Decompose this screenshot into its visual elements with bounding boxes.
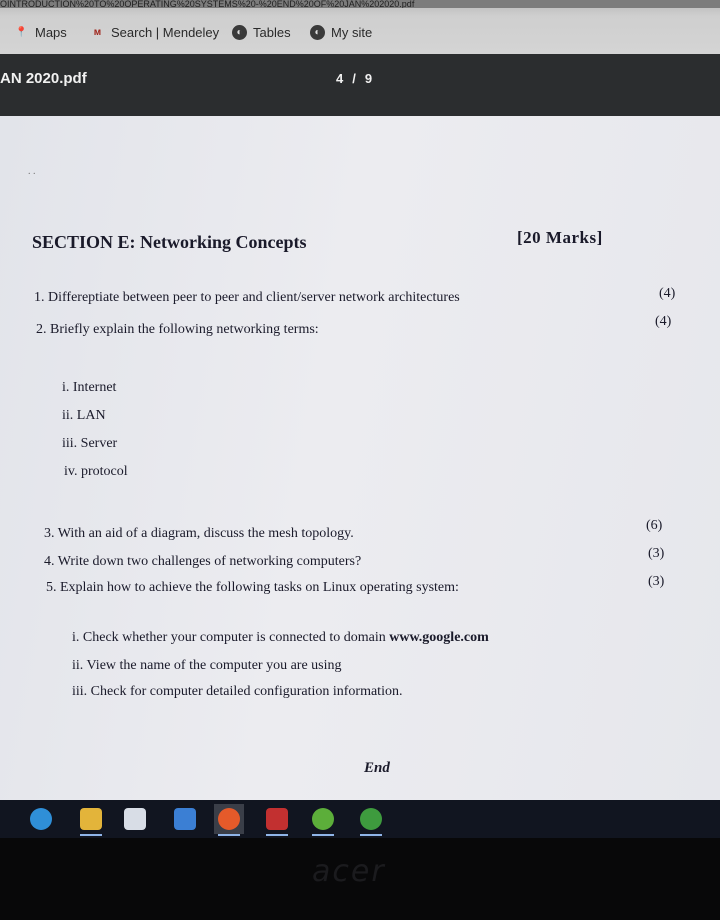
brand-logo: acer — [312, 854, 386, 889]
question-marks: (6) — [646, 518, 663, 533]
pdf-title: AN 2020.pdf — [0, 70, 87, 87]
task-domain: www.google.com — [389, 630, 489, 645]
pdf-page — [0, 116, 720, 800]
question-number: 4. — [44, 554, 55, 569]
question-marks: (4) — [655, 314, 672, 329]
globe-icon: ◐ — [232, 25, 247, 40]
term-text: LAN — [76, 408, 106, 423]
question-3 — [44, 526, 354, 542]
mendeley-icon: ᴍ — [93, 26, 102, 38]
page-total: 9 — [364, 71, 374, 86]
pdf-toolbar — [0, 54, 720, 116]
term-number: iv. — [64, 464, 78, 479]
question-4 — [44, 554, 361, 570]
bookmarks-bar — [0, 0, 720, 54]
monitor-bezel — [0, 838, 720, 920]
section-title: SECTION E: Networking Concepts — [32, 232, 307, 252]
question-marks: (3) — [648, 546, 665, 561]
task-text: Check for computer detailed configuration information. — [90, 684, 403, 699]
question-text: Differeptiate between peer to peer and client/server network architectures — [48, 290, 460, 305]
address-fragment: OINTRODUCTION%20TO%20OPERATING%20SYSTEMS%20-%20END%20OF%20JAN%202020.pdf — [0, 0, 720, 8]
task-item — [72, 658, 342, 674]
bookmark-label: Tables — [253, 24, 291, 40]
term-number: ii. — [62, 408, 74, 423]
page-dots: . . — [28, 166, 36, 177]
page-current-input[interactable]: 4 — [336, 71, 345, 86]
term-text: protocol — [80, 464, 128, 479]
term-item — [62, 408, 106, 424]
question-marks: (4) — [659, 286, 676, 301]
maps-pin-icon: 📍 — [15, 26, 28, 38]
term-item — [62, 380, 116, 396]
end-marker: End — [364, 760, 390, 776]
task-item — [72, 684, 402, 700]
question-5 — [46, 580, 459, 596]
task-text: View the name of the computer you are using — [86, 658, 342, 673]
term-item — [62, 436, 117, 452]
bookmark-label: Search | Mendeley — [111, 24, 220, 40]
task-number: iii. — [72, 684, 88, 699]
question-marks: (3) — [648, 574, 665, 589]
bookmark-maps[interactable] — [14, 22, 67, 42]
bookmark-my-site[interactable] — [310, 22, 372, 42]
question-text: Briefly explain the following networking terms: — [50, 322, 319, 337]
task-number: ii. — [72, 658, 84, 673]
app-orange-icon[interactable] — [214, 804, 244, 834]
question-number: 2. — [36, 322, 47, 337]
globe-icon: ◐ — [310, 25, 325, 40]
question-number: 3. — [44, 526, 55, 541]
task-item — [72, 630, 489, 646]
edge-icon[interactable] — [26, 804, 56, 834]
task-number: i. — [72, 630, 80, 645]
term-number: iii. — [62, 436, 78, 451]
bookmark-tables[interactable] — [232, 22, 291, 42]
question-text: Write down two challenges of networking computers? — [57, 554, 362, 569]
page-indicator — [336, 71, 373, 86]
question-text: Explain how to achieve the following tasks on Linux operating system: — [60, 580, 459, 595]
page-separator: / — [352, 71, 357, 86]
section-marks: [20 Marks] — [517, 228, 603, 247]
mail-icon[interactable] — [170, 804, 200, 834]
app-red-icon[interactable] — [262, 804, 292, 834]
file-explorer-icon[interactable] — [76, 804, 106, 834]
bookmark-mendeley[interactable] — [90, 22, 219, 42]
question-text: With an aid of a diagram, discuss the mesh topology. — [57, 526, 354, 541]
question-2 — [36, 322, 319, 338]
app-green-icon[interactable] — [308, 804, 338, 834]
bookmark-label: Maps — [35, 24, 67, 40]
store-icon[interactable] — [120, 804, 150, 834]
question-number: 5. — [46, 580, 57, 595]
term-text: Server — [80, 436, 118, 451]
term-item — [64, 464, 128, 480]
app-green2-icon[interactable] — [356, 804, 386, 834]
task-text: Check whether your computer is connected to domain — [82, 630, 390, 645]
question-1 — [34, 290, 460, 306]
term-number: i. — [62, 380, 70, 395]
taskbar — [0, 800, 720, 838]
question-number: 1. — [34, 290, 45, 305]
bookmark-label: My site — [331, 24, 373, 40]
term-text: Internet — [72, 380, 117, 395]
